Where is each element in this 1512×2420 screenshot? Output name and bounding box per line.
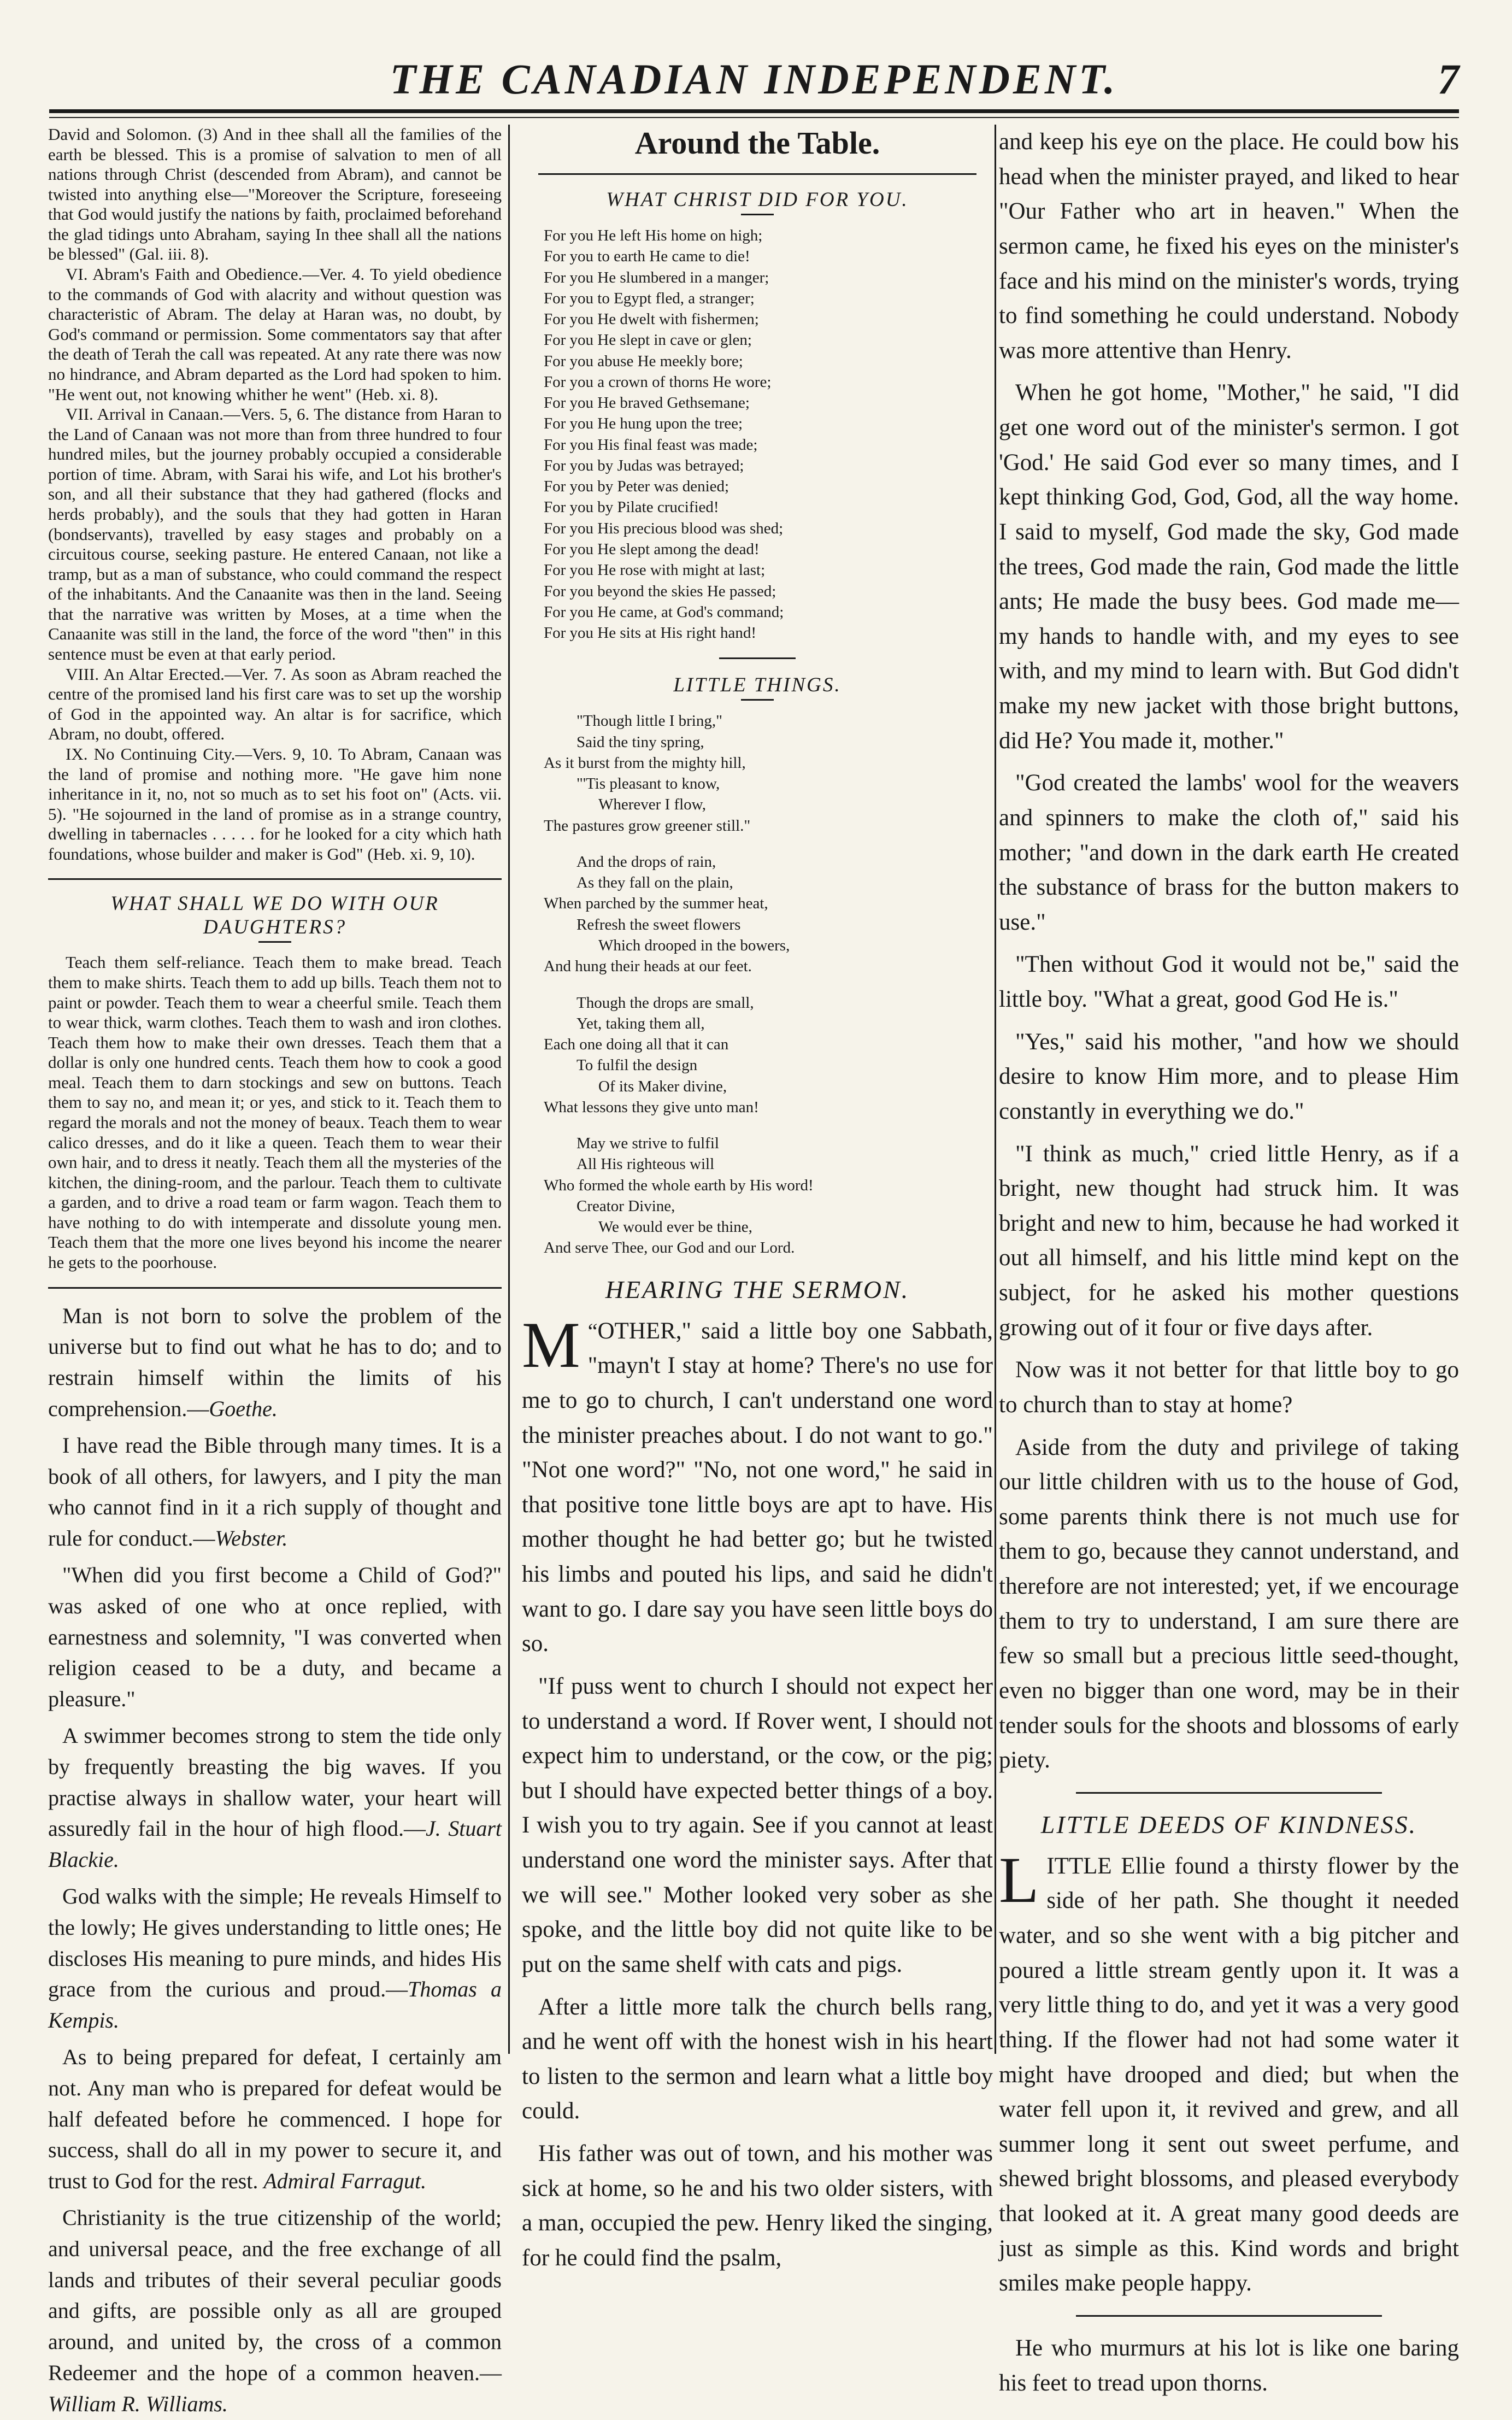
- sermon-para: After a little more talk the church bells rang, and he went off with the honest wish in his heart to listen to the sermon and learn what a little boy could.: [522, 1994, 993, 2124]
- poem-line: For you He rose with might at last;: [544, 561, 766, 579]
- stanza-gap: [544, 836, 993, 851]
- section-rule: [48, 878, 502, 880]
- poem-line: For you He slept among the dead!: [544, 540, 760, 558]
- poem-line: For you beyond the skies He passed;: [544, 582, 776, 600]
- daughters-text: Teach them self-reliance. Teach them to make bread. Teach them to make shirts. Teach them to add up bills. Teach them not to paint or powder. Teach them to wear a cheerful smile. Teach them to wear thick, warm clothes. Teach them to wash and iron clothes. Teach them how to make their own dresses. Teach them that a dollar is only one hundred cents. Teach them how to cook a good meal. Teach them to darn stockings and sew on buttons. Teach them to say no, and mean it; or yes, and stick to it. Teach them to regard the morals and not the money of beaux. Teach them to wear calico dresses, and do it like a queen. Teach them to wear their own hair, and to dress it neatly. Teach them all the mysteries of the kitchen, the dining-room, and the parlour. Teach them to cultivate a garden, and to drive a road team or farm wagon. Teach them to have nothing to do with intemperate and dissolute young men. Teach them that the more one lives beyond his income the nearer he gets to the poorhouse.: [48, 953, 502, 1272]
- poem-line: For you abuse He meekly bore;: [544, 352, 743, 370]
- column-right: [999, 125, 1459, 2396]
- poem-line: Though the drops are small,: [576, 994, 754, 1012]
- deeds-heading: LITTLE DEEDS OF KINDNESS.: [1040, 1810, 1417, 1839]
- poem-line: For you to Egypt fled, a stranger;: [544, 289, 755, 307]
- poem-line: Refresh the sweet flowers: [576, 915, 741, 933]
- poem-line: For you He came, at God's command;: [544, 603, 784, 621]
- newspaper-title: THE CANADIAN INDEPENDENT.: [390, 55, 1119, 103]
- poem-line: For you He slept in cave or glen;: [544, 331, 752, 349]
- poem-line: Yet, taking them all,: [576, 1014, 705, 1032]
- poem-title: LITTLE THINGS.: [673, 674, 842, 697]
- lesson-notes: [48, 125, 502, 864]
- poem-line: For you by Pilate crucified!: [544, 498, 719, 516]
- poem-line: And hung their heads at our feet.: [544, 958, 752, 976]
- sermon-para: "God created the lambs' wool for the weavers and spinners to make the cloth of," said his mother; "and down in the dark earth He created the substance of brass for the button makers to use.": [999, 770, 1459, 935]
- lesson-para: VI. Abram's Faith and Obedience.—Ver. 4. To yield obedience to the commands of God with alacrity and without question was characteristic of Abram. The delay at Haran was, no doubt, by God's command or permission. Some commentators say that after the death of Terah the call was repeated. At any rate there was now no hindrance, and Abram departed as the Lord had spoken to him. "He went out, not knowing whither he went" (Heb. xi. 8).: [48, 265, 502, 404]
- column-middle: [522, 125, 993, 2271]
- stanza-gap: [544, 977, 993, 992]
- lesson-para: VII. Arrival in Canaan.—Vers. 5, 6. The distance from Haran to the Land of Canaan was not more than from three hundred to four hundred miles, but the journey probably occupied a considerable portion of time. Abram, with Sarai his wife, and Lot his brother's son, and all their substance that they had gathered (flocks and herds probably), and the souls that they had gotten in Haran (bondservants), travelled by easy stages and probably on a circuitous course, seeking pasture. He entered Canaan, not like a tramp, but as a man of substance, who could command the respect of the inhabitants. And the Canaanite was then in the land. Seeing that the narrative was written by Moses, at a time when the Canaanite was still in the land, the force of the word "then" in this sentence must be even at that early period.: [48, 404, 502, 664]
- poem-line: The pastures grow greener still.": [544, 817, 751, 835]
- poem-line: For you He slumbered in a manger;: [544, 268, 769, 286]
- poem-line: For you He dwelt with fishermen;: [544, 310, 759, 328]
- quote: Christianity is the true citizenship of the world; and universal peace, and the free exchange of all lands and tributes of their several peculiar goods and gifts, are possible only as all are grouped around, and united by, the cross of a common Redeemer and the hope of a common heaven.—William R. Williams.: [48, 2205, 502, 2416]
- poem-what-christ-did: [544, 225, 993, 643]
- sermon-article: [522, 1308, 993, 2276]
- daughters-heading: WHAT SHALL WE DO WITH OUR DAUGHTERS?: [110, 892, 439, 939]
- stanza-gap: [544, 1118, 993, 1133]
- poem-line: For you He braved Gethsemane;: [544, 394, 750, 412]
- section-rule: [719, 657, 796, 659]
- poem-line: For you a crown of thorns He wore;: [544, 373, 772, 391]
- poem-line: Creator Divine,: [576, 1197, 675, 1215]
- deeds-article: [999, 1843, 1459, 2301]
- column-divider: [995, 125, 996, 2054]
- poem-line: For you His precious blood was shed;: [544, 519, 784, 537]
- sermon-para: When he got home, "Mother," he said, "I did get one word out of the minister's sermon. I got 'God.' He said God ever so many times, and I kept thinking God, God, God, all the way home. I said to myself, God made the sky, God made the trees, God made the rain, God made the little ants; He made the busy bees. God made me—my hands to handle with, and my eyes to see with, and my mind to learn with. But God didn't make my new jacket with those bright buttons, did He? You made it, mother.": [999, 380, 1459, 754]
- drop-cap: L: [999, 1843, 1039, 1916]
- sermon-para: Aside from the duty and privilege of taking our little children with us to the house of God, some parents think there is not much use for them to go, because they cannot understand, and therefore are not interested; yet, if we encourage them to try to understand, I am sure there are few so small but a precious little seed-thought, even no bigger than one word, may be in their tender souls for the shoots and blossoms of early piety.: [999, 1434, 1459, 1773]
- poem-line: Which drooped in the bowers,: [598, 936, 790, 954]
- quotes-section: [48, 1301, 502, 2420]
- poem-line: For you He hung upon the tree;: [544, 415, 743, 433]
- heading-rule: [741, 214, 774, 215]
- poem-line: Each one doing all that it can: [544, 1036, 729, 1054]
- lesson-para: David and Solomon. (3) And in thee shall all the families of the earth be blessed. This is a promise of salvation to men of all nations through Christ (descended from Abram), and cannot be twisted into anything else—"Moreover the Scripture, foreseeing that God would justify the nations by faith, proclaimed beforehand the glad tidings unto Abraham, saying In thee shall all the nations be blessed" (Gal. iii. 8).: [48, 125, 502, 264]
- poem-line: May we strive to fulfil: [576, 1135, 719, 1153]
- sermon-para: and keep his eye on the place. He could bow his head when the minister prayed, and liked to hear "Our Father who art in heaven." When the sermon came, he fixed his eyes on the minister's face and his mind on the minister's words, trying to find something he could understand. Nobody was more attentive than Henry.: [999, 129, 1459, 363]
- sermon-para: His father was out of town, and his mother was sick at home, so he and his two older sisters, with a man, occupied the pew. Henry liked the singing, for he could find the psalm,: [522, 2141, 993, 2271]
- poem-line: For you He sits at His right hand!: [544, 624, 757, 642]
- section-rule: [1076, 2315, 1382, 2317]
- quote: I have read the Bible through many times. It is a book of all others, for lawyers, and I pity the man who cannot find in it a rich supply of thought and rule for conduct.—Webster.: [48, 1432, 502, 1551]
- poem-line: "'Tis pleasant to know,: [576, 775, 720, 793]
- lesson-para: VIII. An Altar Erected.—Ver. 7. As soon as Abram reached the centre of the promised land his first care was to set up the worship of God in the appointed way. An altar is for sacrifice, which Abram, no doubt, offered.: [48, 664, 502, 744]
- poem-line: To fulfil the design: [576, 1056, 698, 1074]
- poem-line: For you by Judas was betrayed;: [544, 456, 744, 474]
- page-number: 7: [1438, 55, 1459, 103]
- column-left: [48, 125, 502, 2416]
- heading-rule: [258, 941, 291, 943]
- sermon-heading: HEARING THE SERMON.: [605, 1275, 910, 1303]
- sermon-para: “ M OTHER," said a little boy one Sabbath, "mayn't I stay at home? There's no use for me to go to church, I can't understand one word the minister preaches about. I do not want to go." "Not one word?" "No, not one word," he said in that positive tone little boys are apt to have. His mother thought he had better go; but he twisted his limbs and pouted his lips, and said he didn't want to go. I dare say you have seen little boys do so.: [522, 1308, 993, 1657]
- masthead-rule-thin: [49, 117, 1459, 118]
- poem-line: For you His final feast was made;: [544, 436, 758, 454]
- poem-line: For you by Peter was denied;: [544, 478, 729, 496]
- around-the-table-heading: Around the Table.: [634, 125, 880, 161]
- poem-title: WHAT CHRIST DID FOR YOU.: [606, 189, 909, 211]
- column-divider: [508, 125, 510, 2054]
- lesson-para: IX. No Continuing City.—Vers. 9, 10. To Abram, Canaan was the land of promise and nothing more. "He gave him none inheritance in it, no, not so much as to set his foot on" (Acts. vii. 5). "He sojourned in the land of promise as in a strange country, dwelling in tabernacles . . . . . for he looked for a city which hath foundations, whose builder and maker is God" (Heb. xi. 9, 10).: [48, 744, 502, 864]
- poem-line: And serve Thee, our God and our Lord.: [544, 1239, 795, 1257]
- poem-little-things: [544, 710, 993, 1258]
- heading-rule: [741, 699, 774, 701]
- final-text: He who murmurs at his lot is like one baring his feet to tread upon thorns.: [999, 2335, 1459, 2396]
- quote: Man is not born to solve the problem of the universe but to find out what he has to do; and to restrain himself within the limits of his comprehension.—Goethe.: [48, 1303, 502, 1422]
- final-quote: [999, 2331, 1459, 2400]
- quote: "When did you first become a Child of God?" was asked of one who at once replied, with earnestness and solemnity, "I was converted when religion ceased to be a duty, and became a pleasure.": [48, 1563, 502, 1712]
- poem-line: As they fall on the plain,: [576, 874, 733, 892]
- section-rule: [1076, 1792, 1382, 1794]
- poem-line: Who formed the whole earth by His word!: [544, 1176, 814, 1194]
- quote: God walks with the simple; He reveals Himself to the lowly; He gives understanding to little ones; He discloses His meaning to pure minds, and hides His grace from the curious and proud.—Thomas a Kempis.: [48, 1883, 502, 2033]
- poem-line: As it burst from the mighty hill,: [544, 754, 746, 772]
- quote: As to being prepared for defeat, I certainly am not. Any man who is prepared for defeat would be half defeated before he commenced. I hope for success, shall do all in my power to secure it, and trust to God for the rest. Admiral Farragut.: [48, 2044, 502, 2194]
- poem-line: For you He left His home on high;: [544, 227, 763, 244]
- poem-line: We would ever be thine,: [598, 1218, 752, 1236]
- sermon-para: "I think as much," cried little Henry, as if a bright, new thought had struck him. It was bright and new to him, because he had worked it out all himself, and his little mind kept on the subject, for he asked his mother questions growing out of it four or five days after.: [999, 1141, 1459, 1341]
- deeds-text: LITTLE Ellie found a thirsty flower by the side of her path. She thought it needed water, and so she went with a big pitcher and poured a little stream gently upon it. It was a very little thing to do, and yet it was a very good thing. If the flower had not had some water it might have drooped and died; but when the water fell upon it, it revived and grew, and all summer long it sent out sweet perfume, and shewed bright blossoms, and pleased everybody that looked at it. A great many good deeds are just as simple as this. Kind words and bright smiles make people happy.: [999, 1843, 1459, 2296]
- masthead: [49, 52, 1459, 112]
- drop-cap: M: [522, 1308, 580, 1381]
- section-rule: [48, 1287, 502, 1289]
- poem-line: "Though little I bring,": [576, 712, 722, 730]
- sermon-para: Now was it not better for that little boy to go to church than to stay at home?: [999, 1357, 1459, 1418]
- poem-line: For you to earth He came to die!: [544, 248, 750, 266]
- poem-line: What lessons they give unto man!: [544, 1098, 759, 1116]
- sermon-para: "Then without God it would not be," said the little boy. "What a great, good God He is.": [999, 951, 1459, 1012]
- poem-line: All His righteous will: [576, 1155, 715, 1173]
- sermon-continued: [999, 125, 1459, 1778]
- daughters-article: [48, 953, 502, 1272]
- section-rule: [538, 173, 976, 175]
- sermon-para: "Yes," said his mother, "and how we should desire to know Him more, and to please Him constantly in everything we do.": [999, 1029, 1459, 1124]
- poem-line: Of its Maker divine,: [598, 1077, 727, 1095]
- poem-line: Said the tiny spring,: [576, 733, 704, 751]
- masthead-rule: [49, 109, 1459, 113]
- poem-line: When parched by the summer heat,: [544, 895, 768, 913]
- quote: A swimmer becomes strong to stem the tide only by frequently breasting the big waves. If you practise always in shallow water, your heart will assuredly fail in the hour of high flood.—J. Stuart Blackie.: [48, 1723, 502, 1872]
- sermon-para: "If puss went to church I should not expect her to understand a word. If Rover went, I should not expect him to understand, or the cow, or the pig; but I should have expected better things of a boy. I wish you to try again. See if you cannot at least understand one word the minister says. After that we will see." Mother looked very sober as she spoke, and the little boy did not quite like to be put on the same shelf with cats and pigs.: [522, 1673, 993, 1977]
- poem-line: And the drops of rain,: [576, 853, 716, 871]
- poem-line: Wherever I flow,: [598, 796, 706, 814]
